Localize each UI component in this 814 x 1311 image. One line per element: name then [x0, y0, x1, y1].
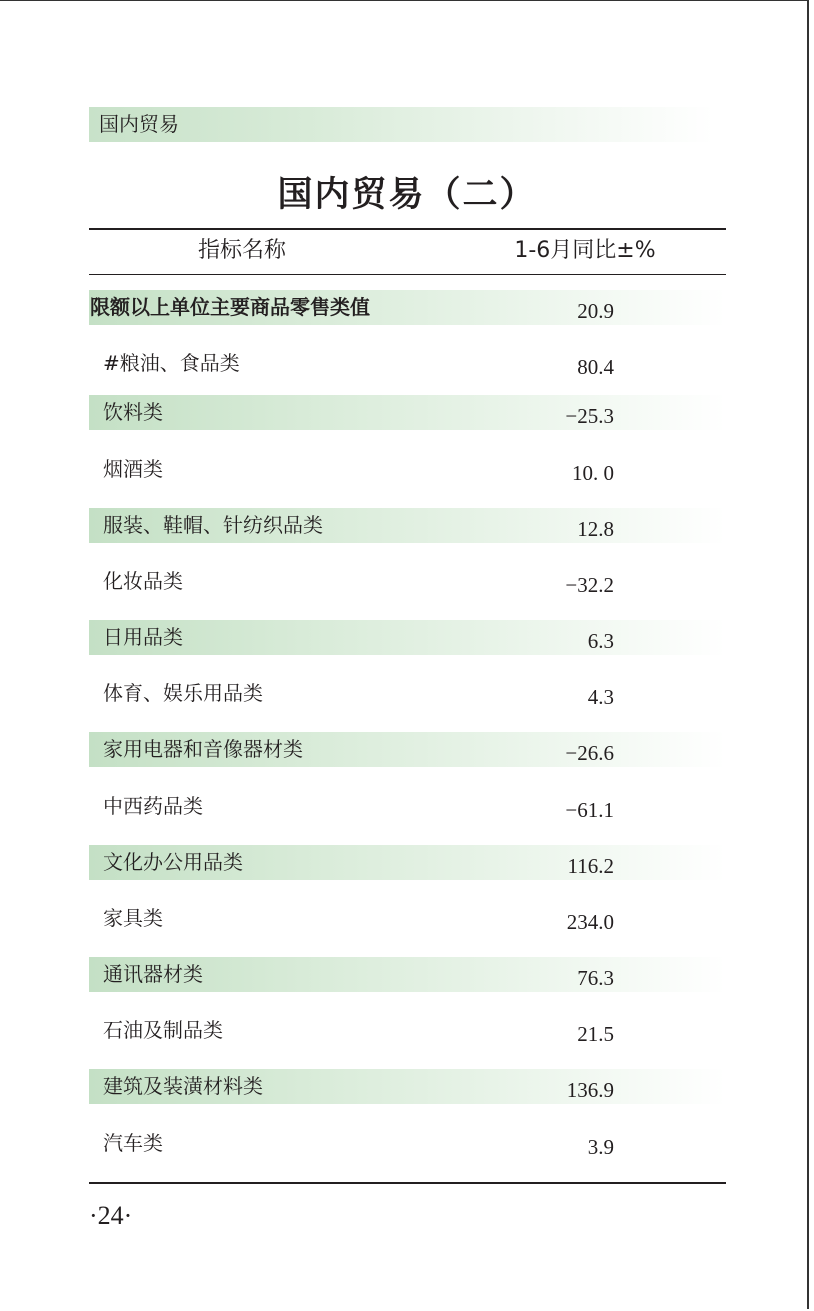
row-name: 日用品类 [103, 625, 183, 649]
row-value: 12.8 [577, 517, 614, 541]
table-row [89, 290, 726, 325]
row-value: 234.0 [566, 910, 614, 934]
table-row [89, 620, 726, 655]
column-header-name: 指标名称 [197, 238, 286, 263]
table-row [89, 1126, 726, 1161]
row-name: 饮料类 [103, 400, 163, 424]
row-value: −32.2 [565, 573, 614, 597]
table-row [89, 957, 726, 992]
row-name: 石油及制品类 [103, 1018, 223, 1042]
row-name: 通讯器材类 [103, 962, 203, 986]
table-row [89, 564, 726, 599]
row-value: −61.1 [565, 798, 614, 822]
page-number: ·24· [89, 1201, 133, 1230]
row-name: 烟酒类 [103, 457, 163, 481]
row-value: −26.6 [565, 741, 614, 765]
row-value: 136.9 [566, 1078, 614, 1102]
table-row [89, 395, 726, 430]
row-value: −25.3 [565, 404, 614, 428]
row-value: 21.5 [577, 1022, 614, 1046]
row-value: 76.3 [577, 966, 614, 990]
table-header-rule [89, 274, 726, 275]
row-name: 中西药品类 [103, 794, 203, 818]
row-name: 限额以上单位主要商品零售类值 [90, 295, 370, 319]
row-value: 10. 0 [572, 461, 614, 485]
table-row [89, 452, 726, 487]
row-name: 化妆品类 [103, 569, 183, 593]
row-value: 116.2 [567, 854, 614, 878]
row-name: 服装、鞋帽、针纺织品类 [103, 513, 323, 537]
row-name: 建筑及装潢材料类 [103, 1074, 263, 1098]
table-row [89, 508, 726, 543]
table-row [89, 732, 726, 767]
row-value: 6.3 [587, 629, 614, 653]
table-row [89, 845, 726, 880]
row-name: #粮油、食品类 [103, 351, 240, 375]
table-row [89, 1069, 726, 1104]
row-name: 体育、娱乐用品类 [103, 681, 263, 705]
section-label: 国内贸易 [99, 112, 179, 136]
table-bottom-rule [89, 1182, 726, 1184]
row-value: 3.9 [587, 1135, 614, 1159]
row-value: 4.3 [587, 685, 614, 709]
row-name: 汽车类 [103, 1131, 163, 1155]
section-header-band [89, 107, 714, 142]
table-top-rule [89, 228, 726, 230]
page-title: 国内贸易（二） [277, 174, 537, 215]
table-row [89, 346, 726, 381]
row-name: 文化办公用品类 [103, 850, 243, 874]
row-value: 80.4 [577, 355, 614, 379]
row-name: 家用电器和音像器材类 [103, 737, 303, 761]
table-row [89, 901, 726, 936]
row-value: 20.9 [577, 299, 614, 323]
row-name: 家具类 [103, 906, 163, 930]
table-row [89, 676, 726, 711]
table-row [89, 1013, 726, 1048]
table-row [89, 789, 726, 824]
column-header-value: 1-6月同比±% [514, 238, 656, 263]
